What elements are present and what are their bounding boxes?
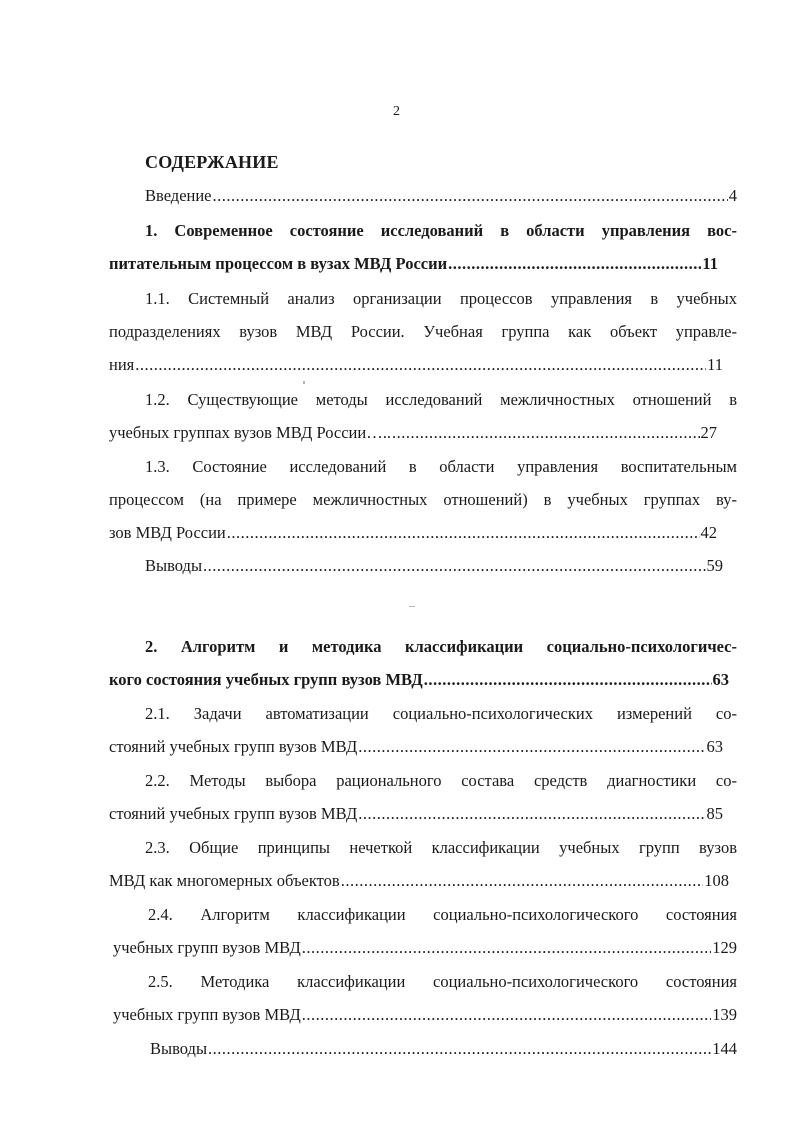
section-1-2-line-2[interactable] bbox=[109, 423, 717, 443]
leader-dots bbox=[448, 254, 701, 274]
toc-entry-label: Введение bbox=[145, 186, 212, 205]
section-2-4-text: учебных групп вузов МВД bbox=[113, 938, 301, 957]
section-2-4-line-2[interactable] bbox=[113, 938, 737, 958]
conclusions-page: 59 bbox=[706, 556, 723, 575]
section-2-5-text: учебных групп вузов МВД bbox=[113, 1005, 301, 1024]
section-2-5-page: 139 bbox=[712, 1005, 737, 1024]
section-1-1-line-3[interactable] bbox=[109, 355, 723, 375]
chapter-2-title-line-1[interactable]: 2. Алгоритм и методика классификации социально-психологичес- bbox=[145, 637, 737, 656]
section-2-1-line-1[interactable]: 2.1. Задачи автоматизации социально-психологических измерений со- bbox=[145, 704, 737, 723]
section-2-3-text: МВД как многомерных объектов bbox=[109, 871, 340, 890]
section-1-1-line-2[interactable]: подразделениях вузов МВД России. Учебная группа как объект управле- bbox=[109, 322, 737, 341]
section-2-1-text: стояний учебных групп вузов МВД bbox=[109, 737, 358, 756]
toc-entry-introduction[interactable] bbox=[145, 186, 737, 206]
scan-speck bbox=[303, 381, 305, 384]
section-2-3-page: 108 bbox=[704, 871, 729, 890]
chapter-2-conclusions[interactable] bbox=[150, 1039, 737, 1059]
section-2-5-line-2[interactable] bbox=[113, 1005, 737, 1025]
chapter-2-title-line-2[interactable] bbox=[109, 670, 729, 690]
leader-dots bbox=[424, 670, 712, 690]
conclusions-label: Выводы bbox=[145, 556, 203, 575]
page-number: 2 bbox=[393, 104, 400, 119]
section-2-2-line-1[interactable]: 2.2. Методы выбора рационального состава средств диагностики со- bbox=[145, 771, 737, 790]
section-2-2-line-2[interactable] bbox=[109, 804, 723, 824]
section-1-3-page: 42 bbox=[700, 523, 717, 542]
chapter-1-title-text: питательным процессом в вузах МВД России bbox=[109, 254, 448, 273]
section-1-3-text: зов МВД России bbox=[109, 523, 226, 542]
leader-dots bbox=[208, 1039, 711, 1059]
section-1-2-text: учебных группах вузов МВД России….. bbox=[109, 423, 391, 442]
section-2-5-line-1[interactable]: 2.5. Методика классификации социально-психологического состояния bbox=[148, 972, 737, 991]
section-1-1-page: 11 bbox=[707, 355, 723, 374]
section-2-1-line-2[interactable] bbox=[109, 737, 723, 757]
scan-speck bbox=[409, 606, 415, 607]
leader-dots bbox=[213, 186, 728, 206]
section-2-3-line-2[interactable] bbox=[109, 871, 729, 891]
leader-dots bbox=[358, 804, 705, 824]
section-1-3-line-3[interactable] bbox=[109, 523, 717, 543]
section-2-4-line-1[interactable]: 2.4. Алгоритм классификации социально-психологического состояния bbox=[148, 905, 737, 924]
chapter-1-title-line-1[interactable]: 1. Современное состояние исследований в области управления вос- bbox=[145, 221, 737, 240]
chapter-2-page: 63 bbox=[712, 670, 729, 689]
chapter-1-page: 11 bbox=[702, 254, 718, 273]
section-1-2-line-1[interactable]: 1.2. Существующие методы исследований межличностных отношений в bbox=[145, 390, 737, 409]
leader-dots bbox=[302, 1005, 711, 1025]
section-1-3-line-2[interactable]: процессом (на примере межличностных отношений) в учебных группах ву- bbox=[109, 490, 737, 509]
section-2-2-page: 85 bbox=[706, 804, 723, 823]
section-1-2-page: 27 bbox=[700, 423, 717, 442]
leader-dots bbox=[392, 423, 700, 443]
chapter-1-title-line-2[interactable] bbox=[109, 254, 718, 274]
section-2-1-page: 63 bbox=[706, 737, 723, 756]
section-2-2-text: стояний учебных групп вузов МВД bbox=[109, 804, 358, 823]
toc-entry-page: 4 bbox=[728, 186, 737, 205]
conclusions-label: Выводы bbox=[150, 1039, 208, 1058]
section-1-1-line-1[interactable]: 1.1. Системный анализ организации процессов управления в учебных bbox=[145, 289, 737, 308]
leader-dots bbox=[203, 556, 705, 576]
leader-dots bbox=[341, 871, 704, 891]
section-1-1-text: ния bbox=[109, 355, 135, 374]
leader-dots bbox=[135, 355, 706, 375]
section-2-4-page: 129 bbox=[712, 938, 737, 957]
leader-dots bbox=[302, 938, 711, 958]
leader-dots bbox=[358, 737, 705, 757]
section-2-3-line-1[interactable]: 2.3. Общие принципы нечеткой классификации учебных групп вузов bbox=[145, 838, 737, 857]
conclusions-page: 144 bbox=[712, 1039, 737, 1058]
leader-dots bbox=[227, 523, 700, 543]
chapter-2-title-text: кого состояния учебных групп вузов МВД bbox=[109, 670, 423, 689]
section-1-3-line-1[interactable]: 1.3. Состояние исследований в области управления воспитательным bbox=[145, 457, 737, 476]
toc-title: СОДЕРЖАНИЕ bbox=[145, 152, 279, 172]
chapter-1-conclusions[interactable] bbox=[145, 556, 723, 576]
